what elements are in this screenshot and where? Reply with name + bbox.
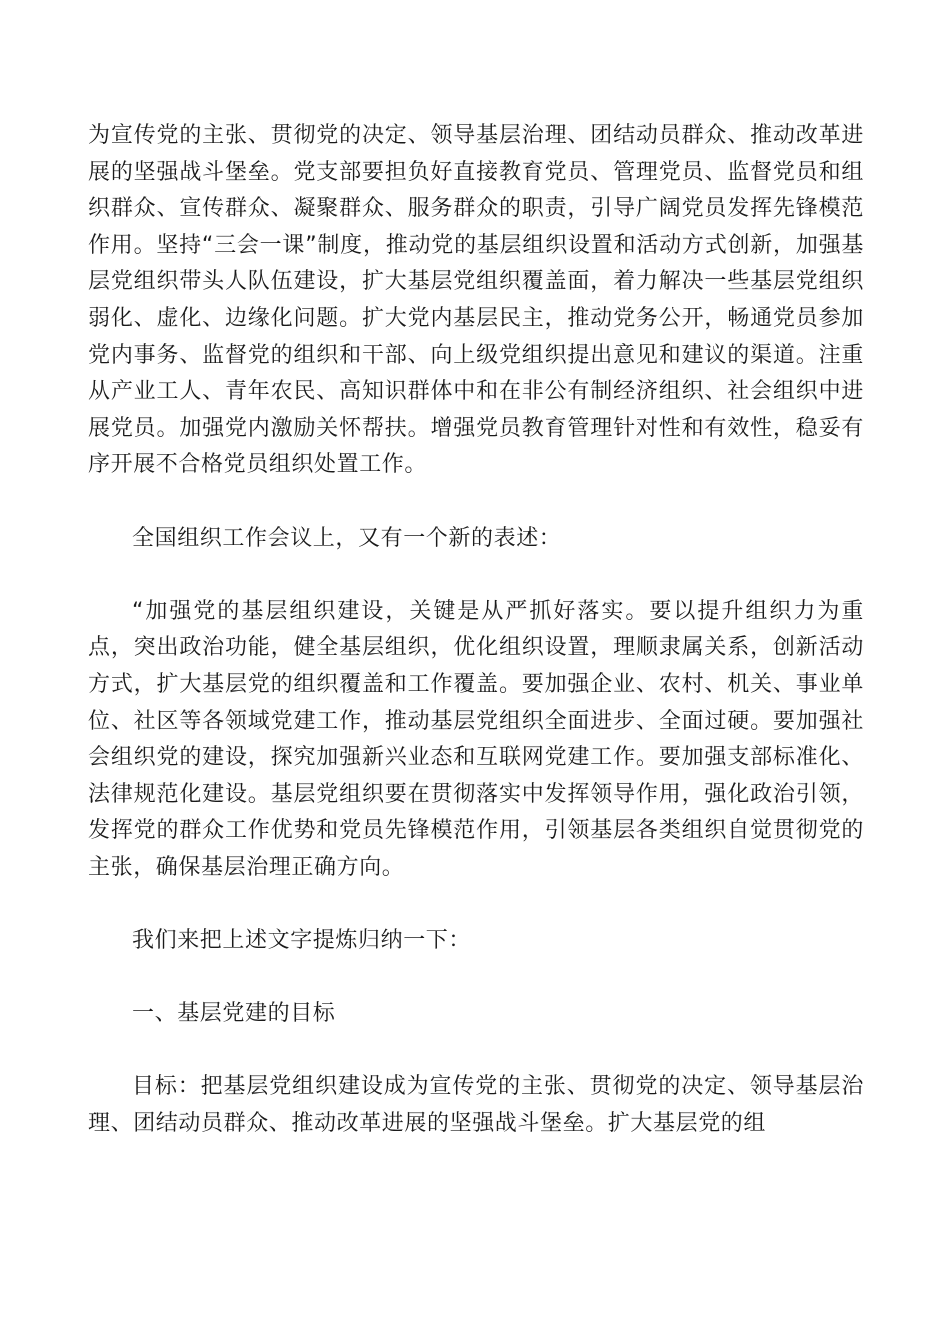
- paragraph-goal: 目标：把基层党组织建设成为宣传党的主张、贯彻党的决定、领导基层治理、团结动员群众、推动改革进展的坚强战斗堡垒。扩大基层党的组: [88, 1074, 864, 1137]
- paragraph-continuation: 为宣传党的主张、贯彻党的决定、领导基层治理、团结动员群众、推动改革进展的坚强战斗堡垒。党支部要担负好直接教育党员、管理党员、监督党员和组织群众、宣传群众、凝聚群众、服务群众的职责，引导广阔党员发挥先锋模范作用。坚持“三会一课”制度，推动党的基层组织设置和活动方式创新，加强基层党组织带头人队伍建设，扩大基层党组织覆盖面，着力解决一些基层党组织弱化、虚化、边缘化问题。扩大党内基层民主，推动党务公开，畅通党员参加党内事务、监督党的组织和干部、向上级党组织提出意见和建议的渠道。注重从产业工人、青年农民、高知识群体中和在非公有制经济组织、社会组织中进展党员。加强党内激励关怀帮扶。增强党员教育管理针对性和有效性，稳妥有序开展不合格党员组织处置工作。: [88, 123, 864, 478]
- paragraph-intro-statement: 全国组织工作会议上，又有一个新的表述：: [132, 525, 562, 551]
- document-body: [88, 118, 864, 1143]
- paragraph-summary-lead: 我们来把上述文字提炼归纳一下：: [132, 928, 472, 954]
- paragraph-quote: “加强党的基层组织建设，关键是从严抓好落实。要以提升组织力为重点，突出政治功能，健全基层组织，优化组织设置，理顺隶属关系，创新活动方式，扩大基层党的组织覆盖和工作覆盖。要加强企业、农村、机关、事业单位、社区等各领域党建工作，推动基层党组织全面进步、全面过硬。要加强社会组织党的建设，探究加强新兴业态和互联网党建工作。要加强支部标准化、法律规范化建设。基层党组织要在贯彻落实中发挥领导作用，强化政治引领，发挥党的群众工作优势和党员先锋模范作用，引领基层各类组织自觉贯彻党的主张，确保基层治理正确方向。: [88, 598, 864, 880]
- section-heading-goal: 一、基层党建的目标: [132, 1001, 336, 1027]
